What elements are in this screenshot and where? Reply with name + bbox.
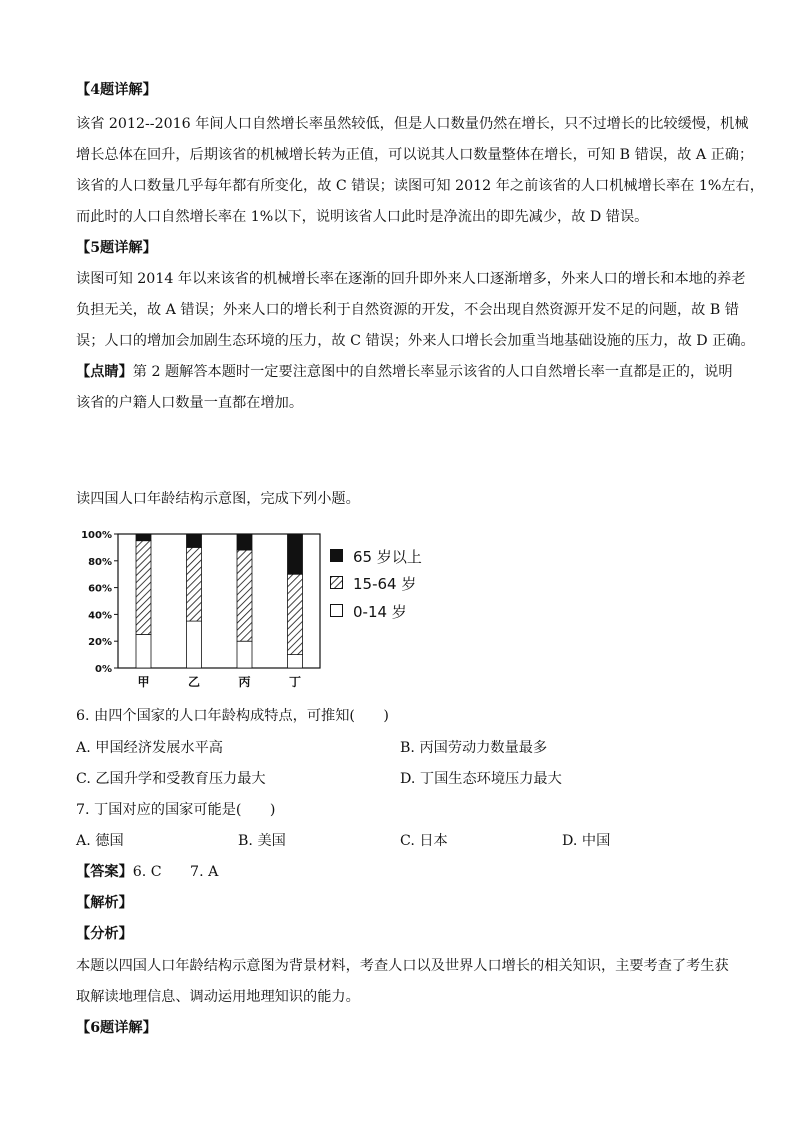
analysis-line-1: 本题以四国人口年龄结构示意图为背景材料，考查人口以及世界人口增长的相关知识，主要考查了考生获 — [76, 958, 729, 974]
q7-stem: 7. 丁国对应的国家可能是( ) — [76, 802, 276, 818]
bar-segment — [187, 547, 202, 621]
q7-option-c: C. 日本 — [400, 833, 448, 849]
q4-header: 【4题详解】 — [76, 82, 157, 98]
q5-line-2: 负担无关，故 A 错误；外来人口的增长利于自然资源的开发，不会出现自然资源开发不足的问题，故 B 错 — [76, 302, 739, 318]
y-tick-label: 20% — [88, 637, 112, 649]
q6-option-d: D. 丁国生态环境压力最大 — [400, 771, 562, 787]
bar-segment — [237, 641, 252, 668]
q5-line-1: 读图可知 2014 年以来该省的机械增长率在逐渐的回升即外来人口逐渐增多，外来人口的增长和本地的养老 — [76, 271, 746, 287]
x-tick-label: 甲 — [137, 675, 150, 689]
bar-segment — [187, 534, 202, 547]
answer-text: 6. C 7. A — [132, 864, 219, 880]
q6-stem: 6. 由四个国家的人口年龄构成特点，可推知( ) — [76, 708, 389, 724]
y-tick-label: 80% — [88, 556, 112, 568]
q6-option-a: A. 甲国经济发展水平高 — [76, 740, 223, 756]
q7-option-b: B. 美国 — [238, 833, 286, 849]
legend-item-65plus — [330, 546, 422, 567]
q4-line-2: 增长总体在回升，后期该省的机械增长转为正值，可以说其人口数量整体在增长，可知 B 错误，故 A 正确； — [76, 147, 754, 163]
q4-line-1: 该省 2012--2016 年间人口自然增长率虽然较低，但是人口数量仍然在增长，只不过增长的比较缓慢，机械 — [76, 116, 749, 132]
bar-segment — [136, 541, 151, 635]
note-line-1 — [76, 362, 736, 382]
q6-detail-header: 【6题详解】 — [76, 1020, 157, 1036]
bar-segment — [288, 574, 303, 654]
answer-label: 【答案】 — [76, 864, 133, 880]
y-tick-label: 100% — [81, 530, 112, 541]
q5-header: 【5题详解】 — [76, 240, 157, 256]
chart-intro: 读四国人口年龄结构示意图，完成下列小题。 — [76, 491, 360, 507]
q4-line-3: 该省的人口数量几乎每年都有所变化，故 C 错误；读图可知 2012 年之前该省的人口机械增长率在 1%左右， — [76, 178, 764, 194]
bar-segment — [288, 534, 303, 574]
fenxi-header: 【分析】 — [76, 926, 133, 942]
legend-item-15-64 — [330, 573, 416, 594]
legend-swatch-black — [330, 549, 343, 562]
legend-label-0-14: 0-14 岁 — [353, 603, 407, 621]
q7-option-a: A. 德国 — [76, 833, 124, 849]
legend-item-0-14 — [330, 601, 407, 622]
answer-line — [76, 862, 736, 882]
q6-option-b: B. 丙国劳动力数量最多 — [400, 740, 548, 756]
jiexi-header: 【解析】 — [76, 895, 133, 911]
legend-label-65plus: 65 岁以上 — [353, 548, 422, 566]
analysis-line-2: 取解读地理信息、调动运用地理知识的能力。 — [76, 989, 360, 1005]
q4-line-4: 而此时的人口自然增长率在 1%以下，说明该省人口此时是净流出的即先减少，故 D 错误。 — [76, 209, 649, 225]
bar-segment — [136, 635, 151, 669]
legend-swatch-blank — [330, 604, 343, 617]
legend-swatch-hatched — [330, 576, 343, 589]
x-tick-label: 丙 — [238, 675, 251, 689]
x-tick-label: 乙 — [187, 675, 201, 689]
q6-option-c: C. 乙国升学和受教育压力最大 — [76, 771, 266, 787]
y-tick-label: 40% — [88, 610, 112, 622]
note-label: 【点睛】 — [76, 364, 133, 380]
y-tick-label: 60% — [88, 583, 112, 595]
note-text-1: 第 2 题解答本题时一定要注意图中的自然增长率显示该省的人口自然增长率一直都是正的，说明 — [132, 364, 733, 380]
note-line-2: 该省的户籍人口数量一直都在增加。 — [76, 395, 304, 411]
bar-segment — [187, 621, 202, 668]
q5-line-3: 误；人口的增加会加剧生态环境的压力，故 C 错误；外来人口增长会加重当地基础设施的压力，故 D 正确。 — [76, 333, 755, 349]
bar-segment — [136, 534, 151, 541]
y-tick-label: 0% — [95, 664, 112, 675]
bar-segment — [237, 534, 252, 550]
bar-segment — [237, 550, 252, 641]
legend-label-15-64: 15-64 岁 — [353, 575, 417, 593]
x-tick-label: 丁 — [288, 675, 302, 689]
q7-option-d: D. 中国 — [562, 833, 611, 849]
bar-segment — [288, 655, 303, 668]
